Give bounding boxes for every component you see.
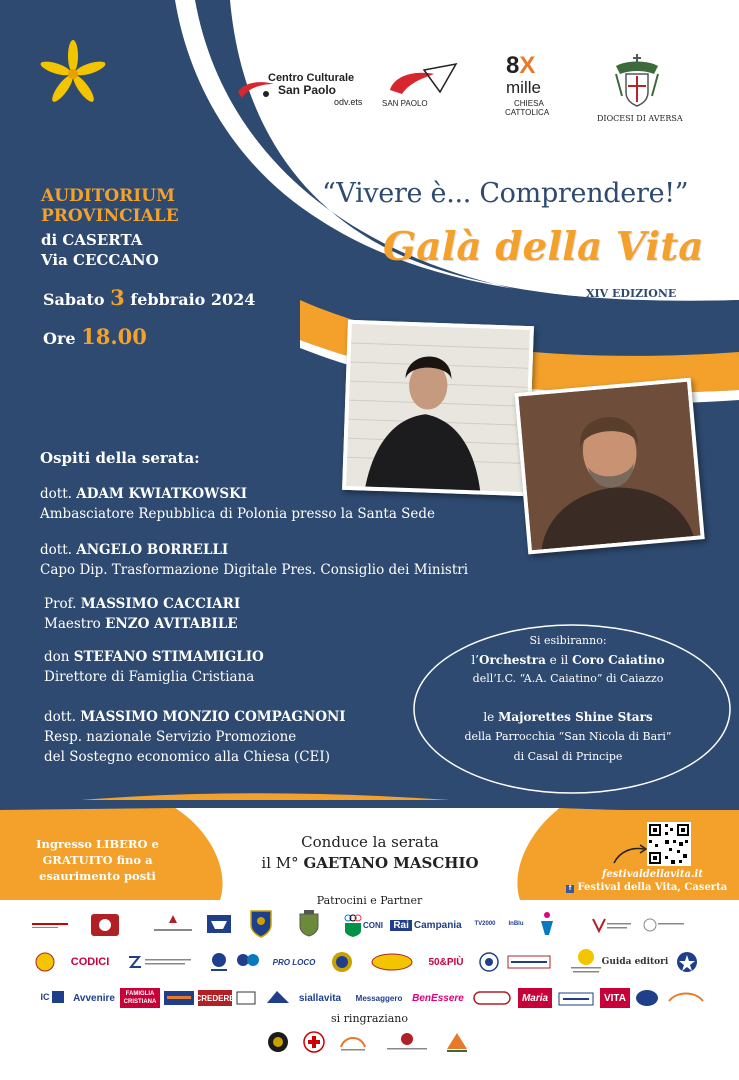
performers-line3: le Majorettes Shine Stars [483, 710, 653, 724]
partner-logo-20 [556, 988, 596, 1010]
partner-logo-22 [666, 988, 706, 1008]
regione-campania-logo [204, 912, 234, 940]
diocesi-label: DIOCESI DI AVERSA [597, 114, 683, 123]
event-edition: XIV EDIZIONE [586, 287, 677, 300]
festival-logo-text: Festival della Vita [102, 80, 175, 89]
facebook-link[interactable]: f Festival della Vita, Caserta [566, 882, 692, 893]
partner-logo-athlete [536, 910, 558, 938]
red-cross-logo [302, 1030, 326, 1054]
san-paolo-label: SAN PAOLO [382, 99, 428, 108]
siallavita-logo: siallavita [298, 992, 342, 1004]
otto-mille-chiesa: CHIESA [514, 99, 544, 108]
partner-logo-6 [34, 950, 56, 974]
venue-name: AUDITORIUM PROVINCIALE [41, 186, 179, 226]
proloco-logo: PRO LOCO [272, 957, 316, 967]
partner-logo-10 [330, 950, 354, 974]
comune-logo [296, 906, 322, 940]
performers-line1: l’Orchestra e il Coro Caiatino [471, 653, 665, 667]
partner-logo-2 [88, 912, 122, 938]
avvenire-logo: Avvenire [73, 992, 115, 1004]
famiglia-cristiana-logo: FAMIGLIA CRISTIANA [120, 988, 160, 1008]
tv2000-logo: TV2000 [474, 920, 496, 927]
partner-logo-4 [588, 914, 634, 938]
facebook-icon: f [566, 885, 574, 893]
partner-logo-7 [126, 952, 196, 972]
otto-mille-word: mille [506, 78, 541, 97]
vita-logo: VITA [600, 988, 630, 1008]
entry-info: Ingresso LIBERO e GRATUITO fino a esaurimento posti [36, 837, 159, 883]
event-motto: “Vivere è... Comprendere!” [322, 178, 689, 209]
guida-editori-logo: Guida editori [601, 956, 669, 967]
venue-address: di CASERTA Via CECCANO [41, 231, 159, 269]
partner-logo-18 [264, 988, 292, 1008]
guest-3: Prof. MASSIMO CACCIARI Maestro ENZO AVITABILE [44, 596, 241, 632]
messaggero-logo: Messaggero [355, 993, 403, 1003]
festival-flower-logo [40, 42, 170, 112]
benessere-logo: BenEssere [412, 992, 464, 1004]
arrow-icon [612, 843, 648, 865]
thanks-logo-1 [266, 1030, 290, 1054]
otto-mille-mark: 8X [506, 52, 536, 79]
qr-code-icon[interactable] [647, 822, 691, 866]
guest-5: dott. MASSIMO MONZIO COMPAGNONI Resp. nazionale Servizio Promozione del Sostegno economico alla Chiesa (CEI) [44, 709, 346, 765]
event-title: Galà della Vita [383, 224, 704, 270]
partner-logo-16 [164, 990, 194, 1006]
partner-logo-14 [566, 946, 606, 976]
codici-logo: CODICI [70, 955, 110, 968]
performers-line2: dell’I.C. “A.A. Caiatino” di Caiazzo [472, 672, 664, 685]
maria-logo: Maria [518, 988, 552, 1008]
partner-logo-13 [506, 954, 552, 970]
guest-2: dott. ANGELO BORRELLI Capo Dip. Trasformazione Digitale Pres. Consiglio dei Ministri [40, 542, 469, 578]
partner-logo-17 [236, 990, 256, 1006]
partner-logo-8 [206, 950, 232, 974]
partner-logo-3 [148, 912, 198, 938]
guests-heading: Ospiti della serata: [40, 449, 200, 467]
partner-logo-1 [28, 914, 72, 936]
guest-photo-2 [514, 378, 704, 555]
partner-logo-15 [674, 950, 700, 974]
otto-mille-cattolica: CATTOLICA [505, 108, 550, 117]
coni-logo: CONI [340, 910, 386, 940]
event-date: Sabato 3 febbraio 2024 [43, 285, 256, 310]
partner-logo-19 [472, 990, 512, 1006]
partner-logo-12 [478, 950, 500, 974]
credere-logo: CREDERE [198, 990, 232, 1006]
rai-campania-logo: Rai Campania [394, 916, 458, 934]
guest-photo-1 [342, 320, 534, 496]
partners-heading: Patrocini e Partner [316, 894, 423, 907]
partner-logo-11 [370, 952, 414, 972]
performers-line5: di Casal di Principe [513, 750, 623, 763]
provincia-logo [248, 906, 274, 940]
performers-heading: Si esibiranno: [529, 634, 607, 647]
guest-1: dott. ADAM KWIATKOWSKI Ambasciatore Repubblica di Polonia presso la Santa Sede [40, 486, 436, 522]
website-link[interactable]: festivaldellavita.it [602, 869, 703, 880]
thanks-logo-5 [442, 1030, 472, 1054]
inblu-logo: InBlu [508, 920, 524, 927]
thanks-logo-3 [336, 1030, 370, 1054]
ccsp-line1: Centro Culturale [268, 72, 355, 84]
partner-logo-5 [640, 914, 688, 936]
thanks-logo-4 [382, 1030, 432, 1054]
partner-logo-9 [234, 950, 262, 974]
ccsp-line3: odv.ets [334, 97, 363, 107]
thanks-heading: si ringraziano [331, 1012, 408, 1025]
guest-4: don STEFANO STIMAMIGLIO Direttore di Famiglia Cristiana [44, 649, 264, 685]
ccsp-line2: San Paolo [278, 83, 337, 97]
cinquantaepiu-logo: 50&PIÙ [428, 956, 464, 968]
san-paolo-logo [384, 64, 462, 100]
performers-line4: della Parrocchia “San Nicola di Bari” [464, 730, 672, 743]
diocesi-crest-icon [612, 52, 662, 110]
event-time: Ore 18.00 [43, 324, 147, 349]
ic-logo: IC [36, 988, 68, 1006]
host-info: Conduce la serata il M° GAETANO MASCHIO [261, 833, 479, 872]
partner-logo-21 [634, 988, 660, 1008]
